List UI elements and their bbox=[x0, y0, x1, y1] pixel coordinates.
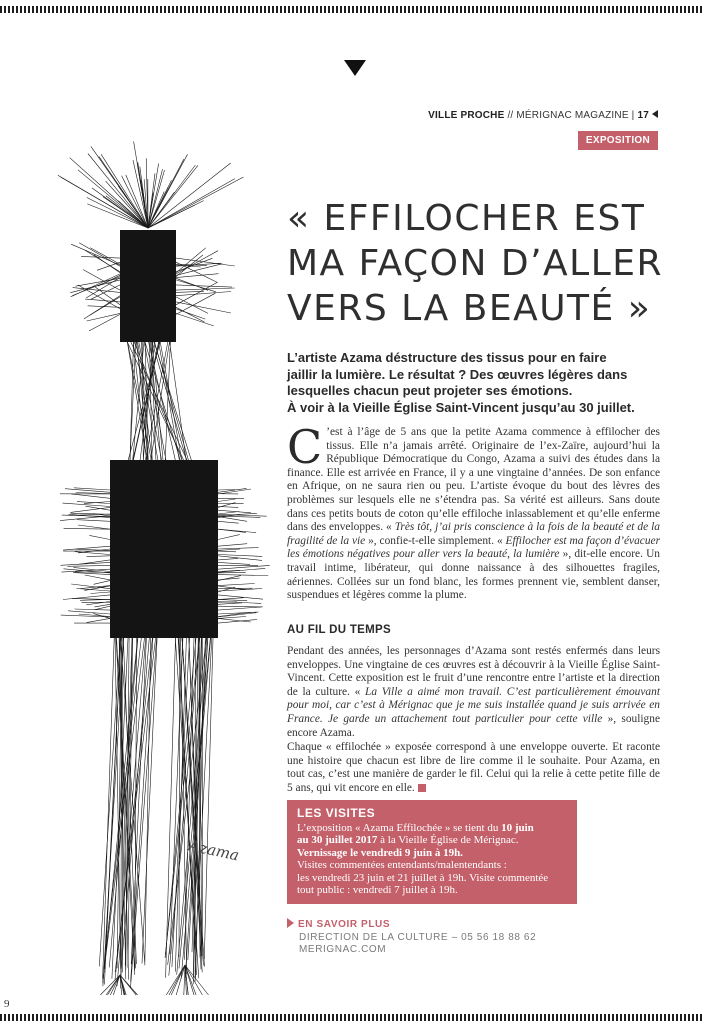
artwork-fiber bbox=[72, 598, 110, 599]
artwork-fiber bbox=[218, 512, 239, 515]
page-number: 9 bbox=[4, 998, 10, 1010]
artwork-fiber bbox=[86, 618, 110, 622]
running-header bbox=[428, 110, 658, 121]
body-paragraph bbox=[287, 741, 660, 795]
triangle-down-icon bbox=[344, 60, 366, 76]
title-line: MA FAÇON D’ALLER bbox=[287, 243, 664, 284]
artwork-fiber bbox=[218, 510, 251, 513]
artwork-fiber bbox=[91, 146, 148, 228]
artwork-fiber bbox=[185, 965, 209, 995]
visits-box bbox=[287, 800, 577, 904]
artwork-fiber bbox=[171, 965, 185, 995]
artwork-fiber bbox=[218, 499, 236, 502]
website-link[interactable]: MERIGNAC.COM bbox=[299, 944, 387, 955]
visits-line: Visites commentées entendants/malentendants : bbox=[297, 859, 507, 872]
magazine-name: MÉRIGNAC MAGAZINE bbox=[516, 110, 629, 121]
visits-line bbox=[297, 834, 567, 846]
top-dash-border bbox=[0, 6, 704, 13]
artwork-fiber bbox=[65, 489, 110, 493]
artwork-fiber bbox=[218, 603, 242, 605]
artwork-fiber bbox=[218, 555, 262, 557]
artwork-fiber bbox=[218, 535, 240, 540]
artwork-fiber bbox=[148, 177, 244, 228]
artwork-fiber bbox=[83, 270, 120, 291]
artwork-fiber bbox=[87, 556, 111, 557]
lead-line: lesquelles chacun peut projeter ses émotions. bbox=[287, 383, 573, 398]
artwork-fiber bbox=[70, 158, 148, 228]
artwork-fiber bbox=[176, 309, 205, 319]
body-text: », confie-t-elle simplement. « bbox=[365, 534, 506, 547]
header-separator: // bbox=[507, 110, 514, 121]
section-badge: EXPOSITION bbox=[578, 131, 658, 150]
header-pipe: | bbox=[631, 110, 635, 121]
artwork-fiber bbox=[218, 586, 246, 590]
artwork-fiber bbox=[68, 565, 111, 566]
artwork-fiber bbox=[218, 549, 240, 550]
visits-title: LES VISITES bbox=[297, 806, 376, 820]
artwork-fiber bbox=[218, 521, 239, 523]
artwork-fiber bbox=[97, 262, 120, 270]
artwork-fiber bbox=[73, 573, 110, 575]
artwork-fiber bbox=[218, 598, 244, 600]
artwork-fiber bbox=[88, 154, 148, 229]
artwork-fiber bbox=[218, 612, 252, 616]
visits-line bbox=[297, 822, 567, 834]
quote-text: La Ville a aimé mon travail. C’est particulièrement émouvant pour moi, car c’est à Mérignac que je me suis installée quand je suis arrivée en France. Je garde un attachement tout particulier pour cette ville bbox=[287, 685, 660, 725]
artwork-fiber bbox=[218, 575, 268, 576]
title-line: « EFFILOCHER EST bbox=[287, 198, 646, 239]
artwork-fiber bbox=[176, 278, 208, 290]
artwork-fiber bbox=[218, 548, 259, 549]
artwork-fiber bbox=[218, 568, 265, 572]
visits-text: à la Vieille Église de Mérignac. bbox=[377, 834, 519, 847]
artwork-fiber bbox=[218, 584, 255, 586]
visits-date: 10 juin bbox=[501, 822, 534, 834]
quote-text: Très tôt, j’ai pris conscience à la fois de la beauté et de la fragilité de la vie bbox=[287, 521, 660, 547]
artwork-fiber bbox=[218, 607, 263, 610]
artwork-fiber bbox=[145, 342, 167, 460]
artwork-fiber bbox=[71, 494, 110, 498]
artwork-fiber bbox=[176, 251, 218, 274]
artwork-body-block bbox=[110, 460, 218, 638]
artwork-fiber bbox=[218, 529, 256, 532]
artist-signature: Azama bbox=[187, 836, 241, 865]
triangle-left-icon bbox=[652, 110, 658, 118]
lead-line: L’artiste Azama déstructure des tissus pour en faire bbox=[287, 350, 607, 365]
artwork-fiber bbox=[218, 562, 250, 564]
header-page-number: 17 bbox=[637, 110, 649, 121]
artwork-fiber bbox=[176, 274, 219, 278]
bottom-dash-border bbox=[0, 1014, 704, 1021]
artwork-fiber bbox=[70, 507, 110, 512]
more-info bbox=[287, 918, 536, 957]
artwork-fiber bbox=[75, 609, 111, 610]
artwork-fiber bbox=[78, 170, 148, 228]
artwork-fiber bbox=[61, 562, 110, 565]
lead-line: jaillir la lumière. Le résultat ? Des œuvres légères dans bbox=[287, 366, 628, 382]
article-title bbox=[287, 196, 677, 331]
artwork-head-block bbox=[120, 230, 176, 342]
artwork-fiber bbox=[148, 201, 204, 228]
artwork-fiber bbox=[108, 975, 121, 995]
artwork-fiber bbox=[218, 599, 247, 600]
contact-line: DIRECTION DE LA CULTURE – 05 56 18 88 62 bbox=[299, 931, 537, 943]
artwork-fiber bbox=[87, 198, 148, 229]
title-line: VERS LA BEAUTÉ » bbox=[287, 288, 652, 329]
lead-paragraph bbox=[287, 350, 667, 416]
visits-line: tout public : vendredi 7 juillet à 19h. bbox=[297, 884, 458, 897]
section-subheading: AU FIL DU TEMPS bbox=[287, 624, 391, 636]
artwork-fiber bbox=[176, 285, 232, 287]
artwork-fiber bbox=[87, 204, 148, 228]
body-text: Chaque « effilochée » exposée correspond à une enveloppe ouverte. Et raconte une histoire que chacun est libre de lire comme il le souhaite. Pour Azama, en tout cas, c’est une manière de garder le fil. Celui qui la relie à cette petite fille de 5 ans, qui vit encore en elle. bbox=[287, 741, 660, 794]
artwork-fiber bbox=[218, 558, 238, 560]
more-info-label: EN SAVOIR PLUS bbox=[298, 919, 391, 930]
artwork-fiber bbox=[218, 556, 262, 561]
artwork-fiber bbox=[77, 520, 110, 522]
triangle-right-icon bbox=[287, 918, 294, 928]
artwork-fiber bbox=[90, 592, 110, 594]
artwork-fiber bbox=[134, 141, 148, 228]
artwork-fiber bbox=[86, 602, 110, 605]
artwork-fiber bbox=[218, 595, 263, 599]
body-paragraph bbox=[287, 645, 660, 740]
artwork-fiber bbox=[76, 278, 121, 286]
artwork-fiber bbox=[218, 544, 247, 547]
body-text: », souligne encore Azama. bbox=[287, 712, 660, 739]
artwork-fiber bbox=[179, 638, 180, 957]
end-square-icon bbox=[418, 784, 426, 792]
artwork-fiber bbox=[85, 575, 110, 580]
vernissage-text: Vernissage le vendredi 9 juin à 19h. bbox=[297, 846, 463, 859]
artwork-fiber bbox=[218, 517, 247, 522]
artwork-fiber bbox=[86, 506, 111, 510]
quote-text: Effilocher est ma façon d’évacuer les émotions négatives pour aller vers la beauté, la lumière bbox=[287, 534, 660, 561]
section-name: VILLE PROCHE bbox=[428, 110, 505, 121]
azama-artwork bbox=[40, 120, 280, 1000]
body-text: Pendant des années, les personnages d’Azama sont restés enfermés dans leurs enveloppes. Une vingtaine de ces œuvres est à découvrir à la Vieille Église Saint-Vincent. Cette exposition est le fruit d’une rencontre entre l’artiste et la direction de la culture. « bbox=[287, 645, 660, 698]
artwork-fiber bbox=[76, 493, 110, 494]
artwork-fiber bbox=[79, 243, 120, 267]
artwork-fiber bbox=[89, 535, 110, 539]
artwork-fiber bbox=[68, 611, 110, 614]
visits-text: L’exposition « Azama Effilochée » se tient du bbox=[297, 822, 502, 834]
drop-cap: C bbox=[287, 420, 323, 474]
artwork-fiber bbox=[101, 154, 148, 228]
artwork-fiber bbox=[218, 507, 238, 508]
artwork-fiber bbox=[79, 560, 111, 564]
visits-date: au 30 juillet 2017 bbox=[297, 834, 378, 847]
artwork-fiber bbox=[218, 572, 246, 573]
artwork-fiber bbox=[218, 606, 261, 607]
body-text: », dit-elle encore. Un travail intime, libérateur, qui donne naissance à des silhouettes fragiles, aériennes. Collées sur un fond blanc, les formes prennent vie, semblent danser, suspendues et légères comme la plume. bbox=[287, 548, 660, 602]
artwork-fiber bbox=[218, 620, 257, 624]
artwork-fiber bbox=[94, 581, 110, 585]
artwork-fiber bbox=[218, 551, 236, 552]
artwork-fiber bbox=[75, 552, 110, 555]
lead-line: À voir à la Vieille Église Saint-Vincent jusqu’au 30 juillet. bbox=[287, 399, 635, 415]
artwork-fiber bbox=[176, 293, 215, 314]
visits-line bbox=[297, 847, 567, 859]
body-text: ’est à l’âge de 5 ans que la petite Azama commence à effilocher des tissus. Elle n’a jamais arrêté. Originaire de l’ex-Zaïre, aujourd’hui la République Démocratique du Congo, Azama a suivi des études dans la finance. Elle est arrivée en France, il y a une vingtaine d’années. De son enfance en Afrique, on ne saura rien ou peu. L’artiste évoque du bout des lèvres des problèmes sur lesquels elle ne s’étendra pas. Sa vérité est ailleurs. Sans doute dans ces petits bouts de coton qu’elle effiloche inlassablement et qu’elle enferme dans des enveloppes. « bbox=[287, 426, 660, 534]
body-paragraph bbox=[287, 420, 660, 603]
artwork-fiber bbox=[85, 299, 120, 302]
artwork-fiber bbox=[218, 490, 235, 491]
visits-line: les vendredi 23 juin et 21 juillet à 19h. Visite commentée bbox=[297, 871, 549, 884]
